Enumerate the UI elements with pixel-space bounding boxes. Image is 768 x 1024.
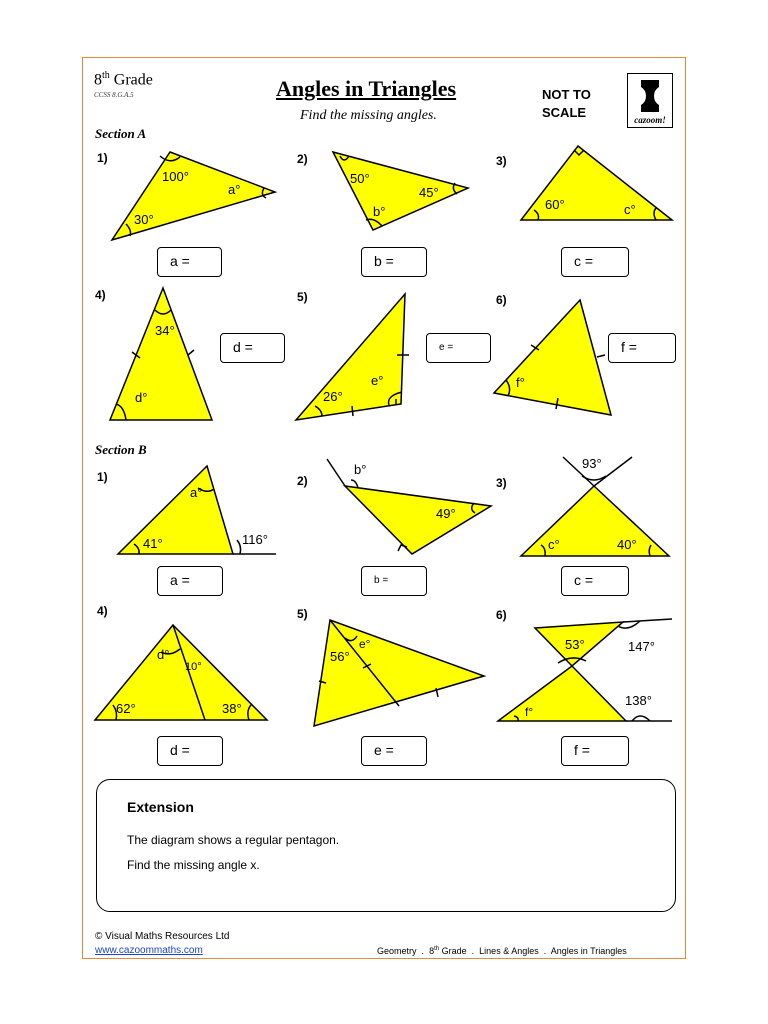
extension-line-1: The diagram shows a regular pentagon. [127, 833, 340, 847]
answer-box-b5[interactable]: e = [361, 736, 427, 766]
answer-box-a2[interactable]: b = [361, 247, 427, 277]
a2-angle-top: 50° [350, 171, 370, 186]
crumb-page: Angles in Triangles [550, 946, 627, 956]
triangle-b1 [118, 466, 233, 554]
a1-angle-right: a° [228, 182, 241, 197]
a3-angle-left: 60° [545, 197, 565, 212]
triangle-b3 [521, 486, 669, 556]
answer-box-b6[interactable]: f = [561, 736, 629, 766]
footer-breadcrumb: Geometry . 8th Grade . Lines & Angles . Angles in Triangles [377, 946, 627, 956]
logo-text: cazoom! [634, 115, 666, 125]
a1-angle-left: 30° [134, 212, 154, 227]
answer-box-b4[interactable]: d = [157, 736, 223, 766]
b6-angle-bottom-left: f° [525, 705, 534, 719]
answer-box-b2[interactable]: b = [361, 566, 427, 596]
b6-angle-lower-exterior: 138° [625, 693, 652, 708]
a2-angle-right: 45° [419, 185, 439, 200]
section-b-label: Section B [95, 442, 147, 457]
b1-angle-left: 41° [143, 536, 163, 551]
b4-angle-left: 62° [116, 701, 136, 716]
triangle-b2 [345, 486, 491, 554]
extension-line-2: Find the missing angle x. [127, 858, 260, 872]
b6-angle-upper-exterior: 147° [628, 639, 655, 654]
triangle-a4 [110, 288, 212, 420]
a5-angle-left: 26° [323, 389, 343, 404]
question-a4-number: 4) [95, 288, 106, 302]
question-b2-number: 2) [297, 474, 308, 488]
footer-link-wrap [95, 945, 203, 956]
b5-angle-top-left: 56° [330, 649, 350, 664]
question-a5-number: 5) [297, 290, 308, 304]
crumb-geometry: Geometry [377, 946, 417, 956]
answer-box-a5[interactable]: e = [426, 333, 491, 363]
a1-angle-top: 100° [162, 169, 189, 184]
answer-box-a6[interactable]: f = [608, 333, 676, 363]
page-subtitle: Find the missing angles. [300, 108, 437, 123]
answer-box-a1[interactable]: a = [157, 247, 222, 277]
question-a6-number: 6) [496, 293, 507, 307]
b3-angle-right: 40° [617, 537, 637, 552]
b1-angle-exterior: 116° [242, 532, 268, 547]
triangle-a3 [521, 146, 672, 220]
question-b4-number: 4) [97, 604, 108, 618]
crumb-grade: 8th Grade [429, 946, 467, 956]
a6-angle-left: f° [516, 375, 525, 390]
question-a1-number: 1) [97, 151, 108, 165]
copyright-text: © Visual Maths Resources Ltd [95, 931, 230, 942]
answer-box-b1[interactable]: a = [157, 566, 223, 596]
a2-angle-bottom: b° [373, 204, 386, 219]
b3-angle-left: c° [548, 537, 560, 552]
b5-angle-top-right: e° [359, 637, 371, 651]
a5-angle-right: e° [371, 373, 384, 388]
b3-angle-vertical: 93° [582, 456, 602, 471]
extension-title: Extension [127, 799, 194, 815]
grade-label: 8th Grade [94, 70, 153, 89]
crumb-topic: Lines & Angles [479, 946, 539, 956]
section-a-label: Section A [95, 126, 147, 141]
question-a2-number: 2) [297, 152, 308, 166]
question-b6-number: 6) [496, 608, 507, 622]
website-link[interactable]: www.cazoommaths.com [95, 945, 203, 956]
b4-angle-top-right: 10° [185, 661, 202, 673]
b1-angle-top: a° [190, 485, 203, 500]
not-to-scale-note: NOT TO SCALE [542, 87, 591, 120]
page-title: Angles in Triangles [276, 76, 457, 101]
b4-angle-top-left: d° [157, 647, 170, 662]
triangle-b5 [314, 620, 484, 726]
b6-angle-top: 53° [565, 637, 585, 652]
a4-angle-top: 34° [155, 323, 175, 338]
ccss-code: CCSS 8.G.A.5 [94, 91, 134, 99]
a3-angle-right: c° [624, 202, 636, 217]
answer-box-a4[interactable]: d = [220, 333, 285, 363]
triangle-b6-bottom [498, 666, 626, 721]
triangle-a2 [333, 152, 468, 230]
answer-box-a3[interactable]: c = [561, 247, 629, 277]
question-a3-number: 3) [496, 154, 507, 168]
question-b1-number: 1) [97, 470, 108, 484]
b2-angle-right: 49° [436, 506, 456, 521]
b4-angle-right: 38° [222, 701, 242, 716]
a4-angle-bottom: d° [135, 390, 148, 405]
question-b3-number: 3) [496, 476, 507, 490]
question-b5-number: 5) [297, 607, 308, 621]
b2-angle-exterior: b° [354, 462, 367, 477]
answer-box-b3[interactable]: c = [561, 566, 629, 596]
triangle-a6 [494, 300, 611, 415]
